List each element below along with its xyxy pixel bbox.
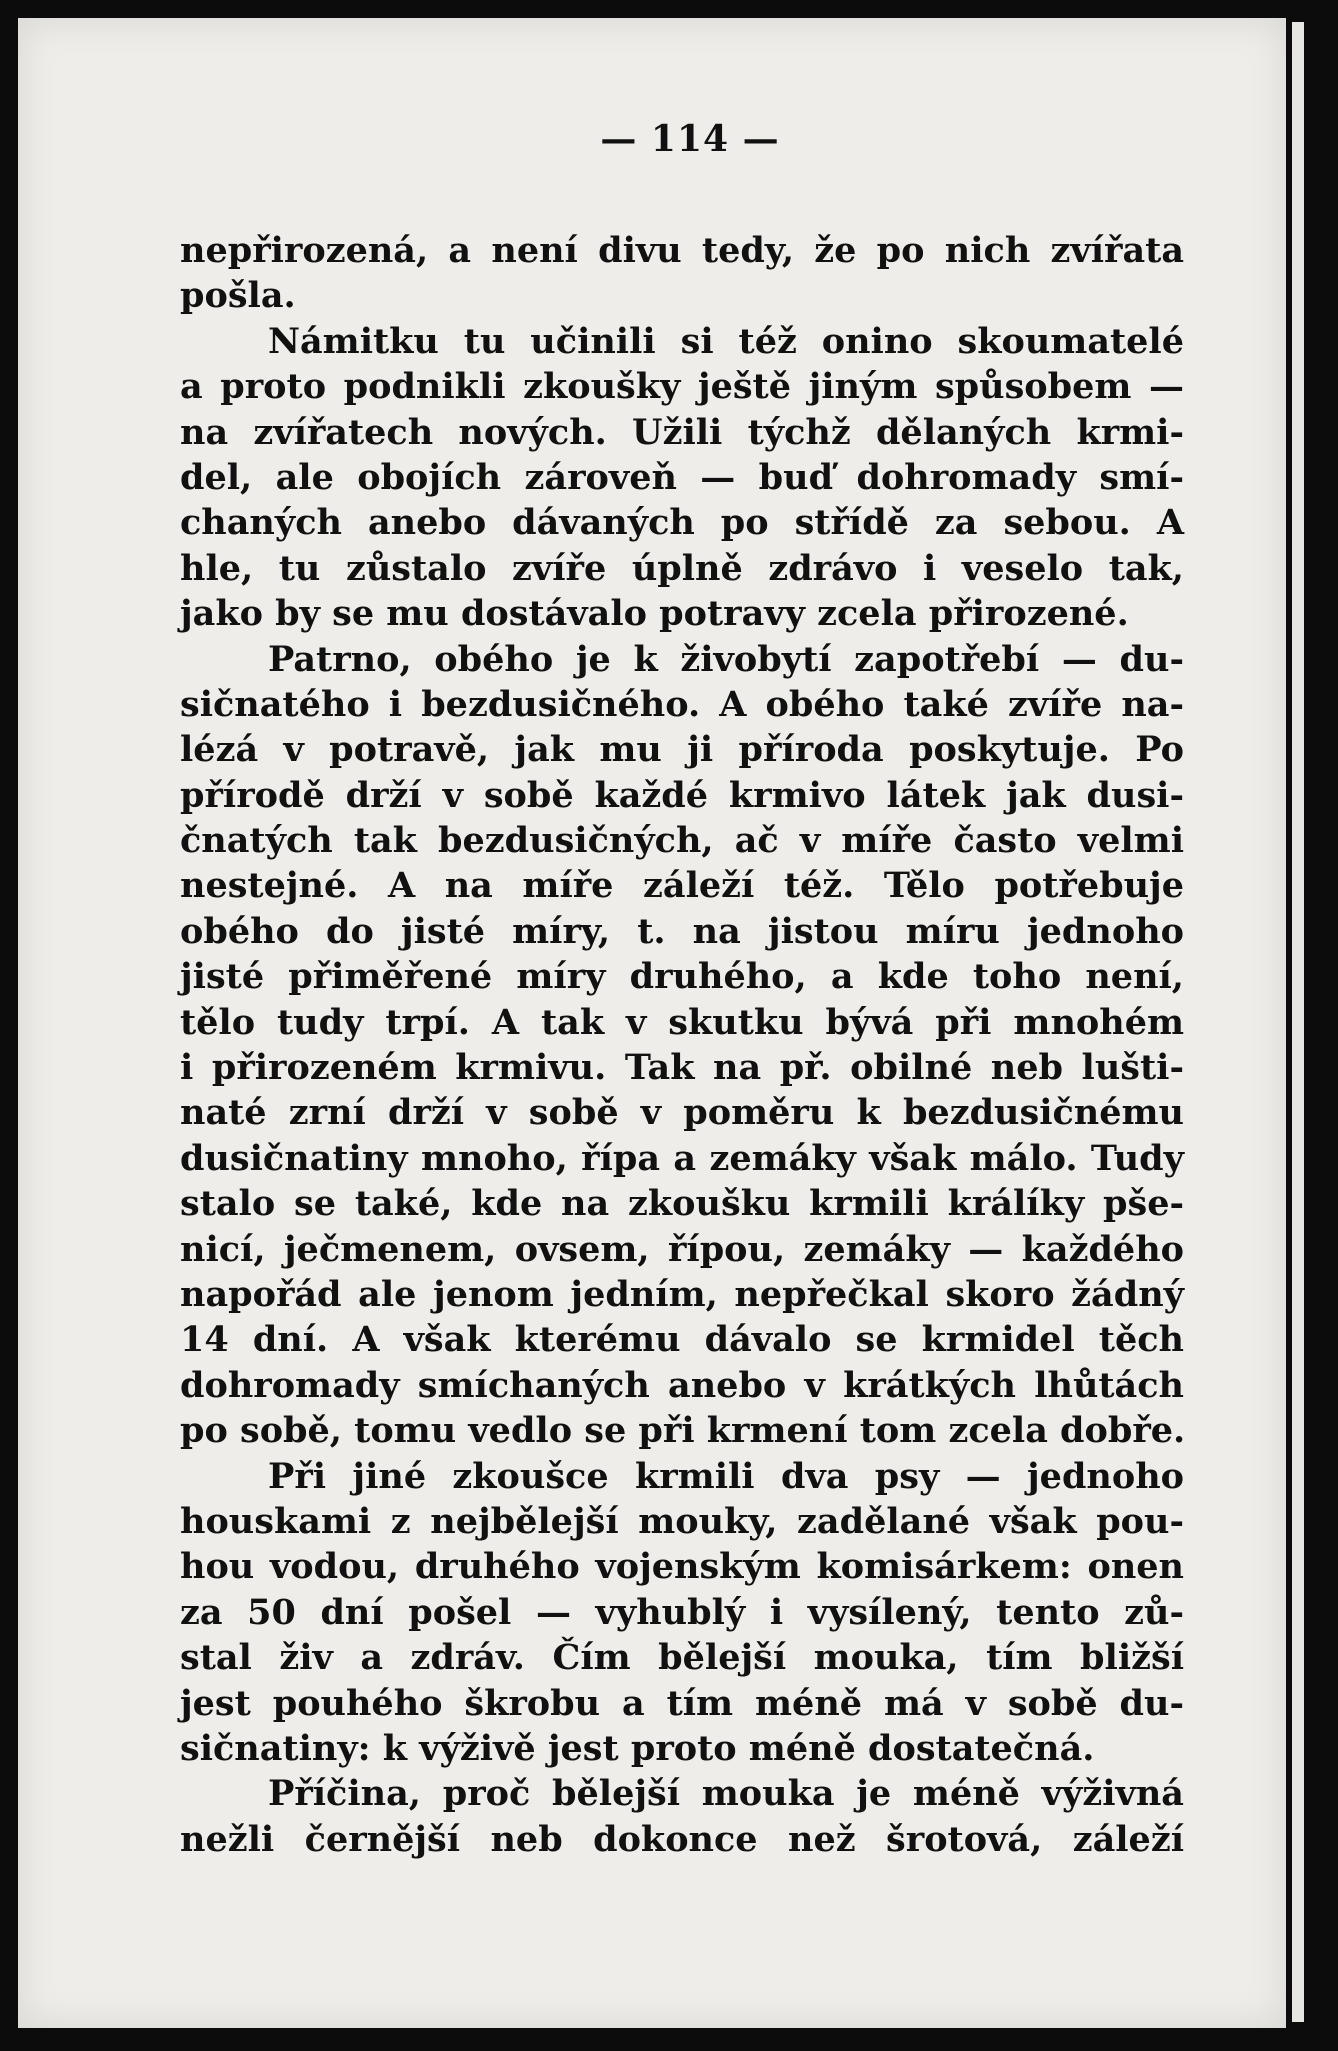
text-line: jisté přiměřené míry druhého, a kde toho není, — [180, 956, 1184, 998]
text-line: nicí, ječmenem, ovsem, řípou, zemáky — každého — [180, 1228, 1184, 1270]
text-line: pošla. — [180, 275, 296, 317]
text-line: Při jiné zkoušce krmili dva psy — jednoho — [268, 1455, 1184, 1497]
text-line: Patrno, obého je k živobytí zapotřebí — du- — [268, 638, 1184, 680]
text-line: stalo se také, kde na zkoušku krmili králíky pše- — [180, 1183, 1184, 1225]
text-line: del, ale obojích zároveň — buď dohromady smí- — [180, 456, 1184, 498]
text-line: lézá v potravě, jak mu ji příroda poskytuje. Po — [180, 729, 1184, 771]
text-line: 14 dní. A však kterému dávalo se krmidel těch — [180, 1319, 1184, 1361]
text-line: stal živ a zdráv. Čím bělejší mouka, tím bližší — [180, 1637, 1184, 1679]
text-line: nepřirozená, a není divu tedy, že po nich zvířata — [180, 230, 1184, 271]
text-line: Námitku tu učinili si též onino skoumatelé — [268, 320, 1184, 362]
text-line: naté zrní drží v sobě v poměru k bezdusičnému — [180, 1092, 1184, 1134]
text-line: přírodě drží v sobě každé krmivo látek jak dusi- — [180, 774, 1184, 816]
text-line: po sobě, tomu vedlo se při krmení tom zcela dobře. — [180, 1410, 1186, 1452]
text-line: za 50 dní pošel — vyhublý i vysílený, tento zů- — [180, 1591, 1184, 1633]
text-line: sičnatého i bezdusičného. A obého také zvíře na- — [180, 683, 1184, 725]
text-line: sičnatiny: k výživě jest proto méně dostatečná. — [180, 1727, 1095, 1769]
text-line: houskami z nejbělejší mouky, zadělané však pou- — [180, 1500, 1184, 1542]
text-line: na zvířatech nových. Užili týchž dělaných krmi- — [180, 411, 1184, 453]
text-line: Příčina, proč bělejší mouka je méně výživná — [268, 1773, 1184, 1815]
text-line: nestejné. A na míře záleží též. Tělo potřebuje — [180, 865, 1184, 907]
text-line: chaných anebo dávaných po střídě za sebou. A — [180, 502, 1184, 544]
text-line: obého do jisté míry, t. na jistou míru jednoho — [180, 910, 1184, 952]
text-line: nežli černější neb dokonce než šrotová, záleží — [180, 1818, 1184, 1860]
page-number: — 114 — — [600, 118, 780, 160]
page-edge — [1292, 22, 1304, 2022]
text-line: hou vodou, druhého vojenským komisárkem: onen — [180, 1546, 1184, 1588]
text-line: dusičnatiny mnoho, řípa a zemáky však málo. Tudy — [180, 1137, 1184, 1179]
body-text — [180, 228, 1184, 1862]
text-line: i přirozeném krmivu. Tak na př. obilné neb lušti- — [180, 1047, 1184, 1089]
text-line: a proto podnikli zkoušky ještě jiným spůsobem — — [180, 366, 1184, 408]
text-line: dohromady smíchaných anebo v krátkých lhůtách — [180, 1364, 1184, 1406]
text-line: hle, tu zůstalo zvíře úplně zdrávo i veselo tak, — [180, 547, 1184, 589]
text-line: čnatých tak bezdusičných, ač v míře často velmi — [180, 820, 1184, 862]
text-line: jest pouhého škrobu a tím méně má v sobě du- — [180, 1682, 1184, 1724]
text-line: napořád ale jenom jedním, nepřečkal skoro žádný — [180, 1273, 1184, 1315]
text-line: jako by se mu dostávalo potravy zcela přirozené. — [180, 593, 1129, 635]
text-line: tělo tudy trpí. A tak v skutku bývá při mnohém — [180, 1001, 1184, 1043]
